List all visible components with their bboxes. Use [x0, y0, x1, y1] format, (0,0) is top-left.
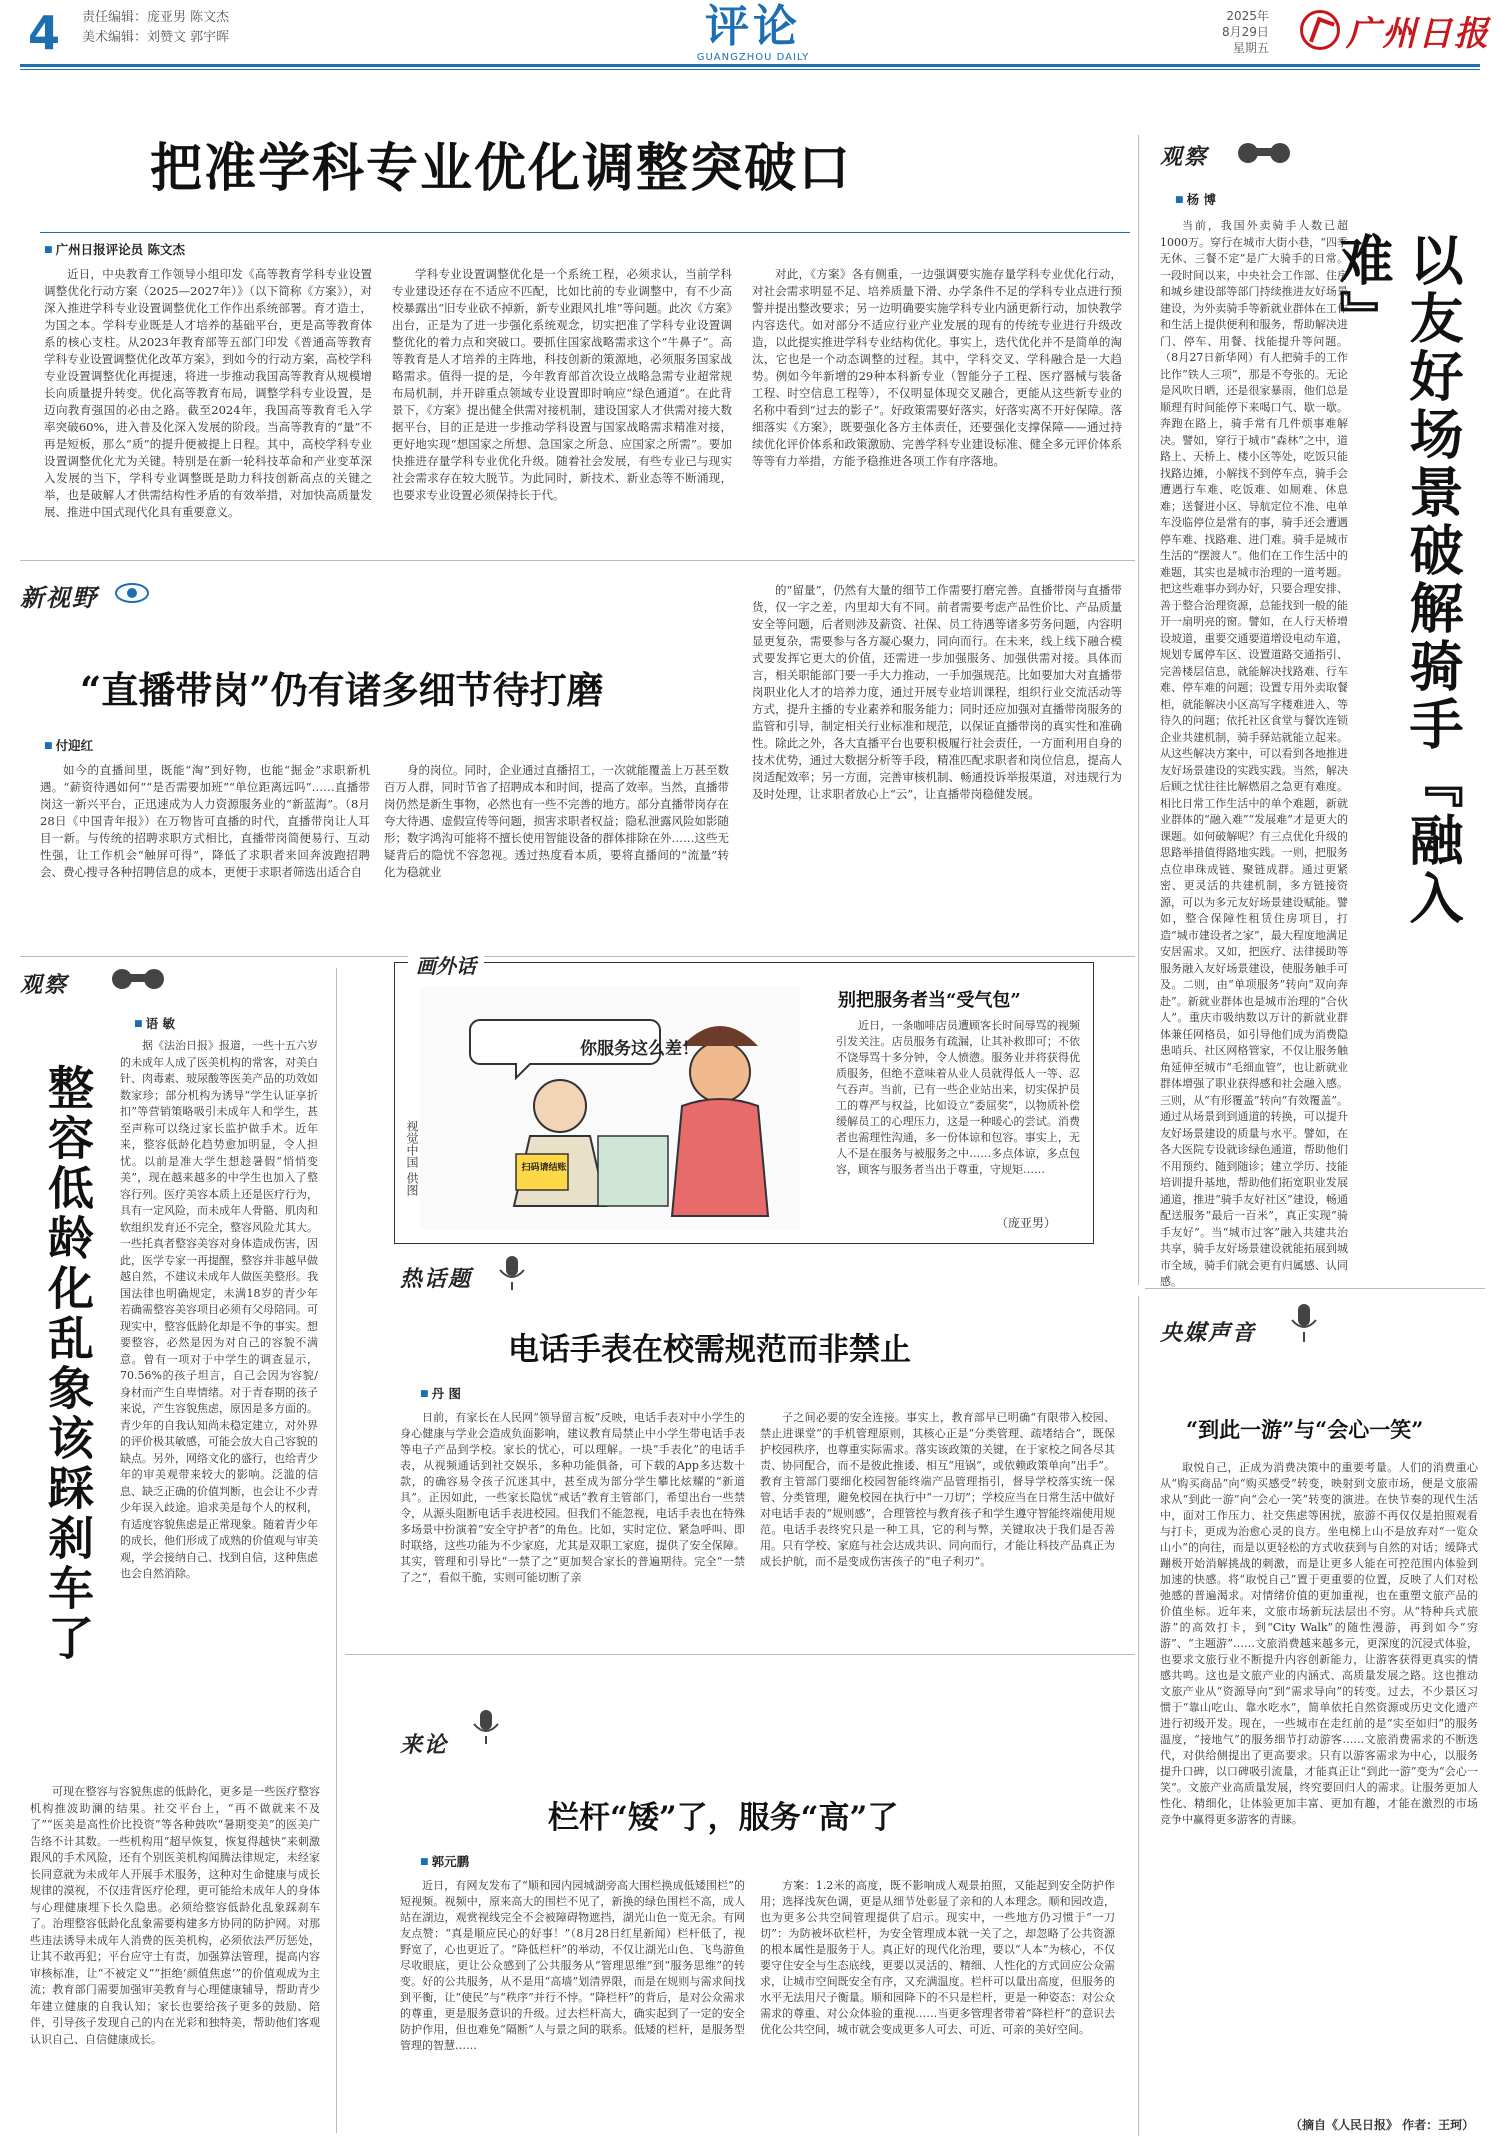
zhengrong-column-label: 观察: [20, 972, 69, 998]
qiyi-author: ■ 杨 博: [1175, 190, 1216, 208]
phone-column-label: 热话题: [400, 1266, 473, 1292]
qiyi-vertical-title: 以友好场景破解骑手『融入难』: [1331, 232, 1465, 928]
phone-column-1: 日前，有家长在人民网“领导留言板”反映，电话手表对中小学生的身心健康与学业会造成负面影响，建议教育局禁止中小学生带电话手表等电子产品到学校。家长的忧心，可以理解。一块“手表化”的电话手表，从视频通话到社交娱乐，多种功能俱备，可下载的App多达数十款，的确容易令孩子沉迷其中，甚至成为部分学生攀比炫耀的“新道具”。正因如此，一些家长隐忧“戒话”教育主管部门，希望出台一些禁令，从源头阻断电话手表进校园。但我们不能忽视，电话手表也在特殊多场景中扮演着“安全守护者”的角色。比如，实时定位、紧急呼叫、即时联络，这些功能为不少家庭，尤其是双职工家庭，提供了安全保障。其实，管理和引导比“一禁了之”更加契合家长的普遍期待。完全“一禁了之”，看似干脆，实则可能切断了亲: [400, 1411, 745, 1584]
lead-title: 把准学科专业优化调整突破口: [150, 138, 853, 199]
divider: [20, 956, 1135, 957]
cartoon-credit: 视觉中国 供图: [405, 1120, 419, 1196]
divider: [40, 232, 1130, 233]
cartoon-title: 别把服务者当“受气包”: [838, 990, 1021, 1011]
cartoon-sign: （庞亚男）: [996, 1216, 1057, 1230]
zhibo-column-label: 新视野: [20, 583, 98, 612]
phone-title: 电话手表在校需规范而非禁止: [508, 1332, 911, 1368]
weekday: 星期五: [1232, 41, 1269, 55]
editors-line: 美术编辑：刘赞文 郭宇晖: [82, 30, 230, 45]
zhibo-column-1: 如今的直播间里，既能“淘”到好物，也能“掘金”求职新机遇。“薪资待遇如何”“是否需要加班”“单位距离远吗”……直播带岗这一新兴平台，正迅速成为人力资源服务业的“新蓝海”。（8月28日《中国青年报》）在万物皆可直播的时代，直播带岗让人耳目一新。与传统的招聘求职方式相比，直播带岗简便易行、互动性强，让工作机会“触屏可得”，降低了求职者来回奔波跑招聘会、费心搜寻各种招聘信息的成本，更便于求职者筛选出适合自: [40, 763, 370, 879]
editors-line: 责任编辑：庞亚男 陈文杰: [82, 10, 230, 25]
divider: [1145, 1288, 1485, 1289]
editors-credit: [82, 8, 229, 48]
paper-name: 广州日报: [1346, 13, 1490, 54]
phone-author: ■ 丹 图: [420, 1384, 461, 1402]
langan-author: ■ 郭元鹏: [420, 1852, 469, 1870]
masthead-rule: [20, 69, 1480, 70]
lead-column-1: 近日，中央教育工作领导小组印发《高等教育学科专业设置调整优化行动方案（2025—2027年）》（以下简称《方案》），对深入推进学科专业设置调整优化工作作出系统部署。育才造士，为国之本。学科专业既是人才培养的基础平台，更是高等教育体系的核心支柱。从2023年教育部等五部门印发《普通高等教育学科专业设置调整优化改革方案》，到如今的行动方案，高校学科专业设置调整优化再提速，将进一步推动我国高等教育从规模增长向质量提升转变。优化高等教育布局，调整学科专业设置，是迈向教育强国的必由之路。截至2024年，我国高等教育毛入学率突破60%，进入普及化深入发展的阶段。当高等教育的“量”不再是短板，那么“质”的提升便被提上日程。其中，高校学科专业设置调整优化尤为关键。特别是在新一轮科技革命和产业变革深入发展的当下，学科专业调整既是助力科技创新高点的关键之举，也是破解人才供需结构性矛盾的有效举措，对加快高质量发展、推进中国式现代化具有重要意义。: [44, 267, 372, 519]
zhengrong-lower: 可现在整容与容貌焦虑的低龄化，更多是一些医疗整容机构推波助澜的结果。社交平台上，“再不做就来不及了”“医美是高性价比投资”等各种鼓吹“暑期变美”的医美广告络不计其数。一些机构用“超早恢复，恢复得越快”来刺激跟风的手术风险，还有个别医美机构闻腾法律规定，未经家长同意就为未成年人开展手术服务，这种对生命健康与成长规律的漠视，不仅违背医疗伦理，更可能给未成年人的身体与心理健康埋下长久隐患。必须给整容低龄化乱象踩刹车了。治理整容低龄化乱象需要构建多方协同的防护网。对那些违法诱导未成年人消费的医美机构，必须依法严厉惩处，让其不敢再犯；平台应守土有责，加强算法管理，提高内容审核标准，让“不被定义”“拒绝‘颜值焦虑’”的价值观成为主流；教育部门需要加强审美教育与心理健康辅导，帮助青少年建立健康的自我认知；家长也要给孩子更多的鼓励、陪伴，引导孩子发现自己的内在光彩和独特美，帮助他们客观认识自己、自信健康成长。: [30, 1785, 320, 2046]
lead-column-2: 学科专业设置调整优化是一个系统工程，必须求认，当前学科专业建设还存在不适应不匹配，比如比前的专业调整中，有不少高校暴露出“旧专业砍不掉新，新专业跟风扎堆”等问题。此次《方案》出台，正是为了进一步强化系统观念，切实把准了学科专业设置调整优化的着力点和突破口。要抓住国家战略需求这个“牛鼻子”。高等教育是人才培养的主阵地，科技创新的策源地，必须服务国家战略需求。值得一提的是，今年教育部首次设立战略急需专业超常规布局机制，并开辟重点领域专业设置即时响应“绿色通道”。在此背景下，《方案》提出健全供需对接机制，建设国家人才供需对接大数据平台，目的正是进一步推动学科设置与国家战略需求精准对接，更好地实现“想国家之所想、急国家之所急、应国家之所需”。要加快推进存量学科专业优化升级。随着社会发展，有些专业已与现实社会需求存在较大脱节。为此同时，新技术、新业态等不断涌现，也要求专业设置必须保持长于代。: [392, 267, 732, 502]
zhibo-column-3: 的“留量”，仍然有大量的细节工作需要打磨完善。直播带岗与直播带货，仅一字之差，内里却大有不同。前者需要考虑产品性价比、产品质量安全等问题，后者则涉及薪资、社保、员工待遇等诸多劳务问题，内容明显更复杂，需要参与各方凝心聚力，同向而行。在未来，线上线下融合模式要发挥它更大的价值，还需进一步加强服务、加强供需对接。具体而言，相关职能部门要一手大力推动，一手加强规范。比如要加大对直播带岗职业化人才的培养力度，通过开展专业培训课程，组织行业交流活动等方式，提升主播的专业素养和服务能力；同时还应加强对直播带岗服务的监管和引导，制定相关行业标准和规范，以保证直播带岗的真实性和准确性。除此之外，各大直播平台也要积极履行社会责任，一方面利用自身的技术优势，通过大数据分析等手段，精准匹配求职者和岗位信息，提高人岗适配效率；另一方面，完善审核机制、畅通投诉举报渠道，对违规行为及时处理，让求职者放心上“云”，让直播带岗稳健发展。: [752, 583, 1122, 801]
issue-date: [1222, 8, 1269, 56]
microphone-icon: [492, 1252, 532, 1292]
masthead-rule: [20, 64, 1480, 67]
section-name: 评论: [705, 1, 801, 52]
qiyi-body: 当前，我国外卖骑手人数已超1000万。穿行在城市大街小巷，“四季无休、三餐不定”是广大骑手的日常。一段时间以来，中央社会工作部、住房和城乡建设部等部门持续推进友好场景建设，为外卖骑手等新就业群体在工作和生活上提供便利和服务，帮助解决进门、停车、用餐、找能提升等问题。（8月27日新华网）有人把骑手的工作比作“铁人三项”，那是不夸张的。无论是风吹日晒，还是很家暴雨，他们总是顺理有时间能停下来喝口气、歇一歇。奔跑在路上，骑手常有几件烦事难解决。譬如，穿行于城市“森林”之中，道路上、天桥上、楼小区等处，吃饭只能找路边摊，小解找不到停车点，骑手会遭遇行车难、吃饭难、如厕难、休息难；送餐进小区、导航定位不准、电单车没临停位是常有的事，骑手还会遭遇停车难、找路难、进门难。骑手是城市生活的“摆渡人”。他们在工作生活中的难题，其实也是城市治理的一道考题。把这些难事办到办好，只要合理安排、善于整合治理资源，总能找到一般的能开一扇明亮的窗。譬如，在人行天桥增设坡道，重要交通要道增设电动车道，规划专属停车区、设置道路交通指引、完善楼层信息，就能解决找路难、行车难、停车难的问题；设置专用外卖取餐柜，就能解决小区高写字楼难进入、等待久的问题；依托社区食堂与餐饮连锁企业共建机制，骑手驿站就能立起来。从这些解决方案中，可以看到各地推进友好场景建设的实践实践。当然，解决后顾之忧往往比解燃眉之急更有难度。相比日常工作生活中的单个难题，新就业群体的“融入难”“发展难”才是更大的课题。如何破解呢？有三点优化升级的思路举措值得路地实践。一则，把服务点位串珠成链、聚链成群。通过更紧密、更灵活的共建机制，多方链接资源，可以为多元友好场景建设赋能。譬如，整合保障性租赁住房项目，打造“城市建设者之家”，最大程度地满足安居需求。又如，把医疗、法律援助等服务融入友好场景建设，使服务触手可及。二则，由“单项服务”转向“双向奔赴”。新就业群体也是城市治理的“合伙人”。重庆市吸纳数以万计的新就业群体兼任网格员，如引导他们成为消费隐患哨兵、社区网格管家，不仅让服务触角延伸至城市“毛细血管”，也让新就业群体增强了职业获得感和社会融入感。三则，从“有形覆盖”转向“有效覆盖”。通过从场景到到通道的转换，可以提升友好场景建设的质量与水平。譬如，在各大医院专设就诊绿色通道，帮助他们不用预约、随到随诊；建立学历、技能培训提升基地，帮助他们拓宽职业发展通道，推进“骑手友好社区”建设，畅通配送服务“最后一百米”，真正实现“骑手友好”。当“城市过客”融入共建共治共享，骑手友好场景建设就能拓展到城市全域，骑手们就会更有归属感、认同感。: [1160, 219, 1348, 1288]
microphone-icon: [468, 1706, 504, 1746]
paper-emblem-icon: [1300, 10, 1340, 50]
phone-column-2: 子之间必要的安全连接。事实上，教育部早已明确“有限带入校园、禁止进课堂”的手机管理原则，其核心正是“分类管理、疏堵结合”，既保护校园秩序，也尊重实际需求。落实该政策的关键，在于家校之间各尽其责、协同配合，而不是彼此推诿、相互“甩锅”，或依赖政策单向“出手”。教育主管部门要细化校园智能终端产品管理指引，督导学校落实统一保管、分类管理，避免校园在执行中“一刀切”；学校应当在日常生活中做好对电话手表的“规则感”，合理管控与教育孩子和学生遵守智能终端使用规范。电话手表终究只是一种工具，它的利与弊，关键取决于我们是否善用。只有学校、家庭与社会达成共识、同向而行，才能让科技产品真正为成长护航，而不是变成伤害孩子的“电子利刃”。: [760, 1411, 1115, 1568]
lead-author: ■ 广州日报评论员 陈文杰: [44, 240, 185, 258]
zhengrong-author: ■ 语 敏: [134, 1014, 175, 1032]
qiyi-column-label: 观察: [1160, 144, 1209, 170]
cartoon-text: 近日，一条咖啡店员遭顾客长时间辱骂的视频引发关注。店员服务有疏漏，让其补救即可；不依不饶辱骂十多分钟，令人愤懑。服务业并将获得优质服务，但绝不意味着从业人员就得低人一等、忍气吞声。当前，已有一些企业站出来，切实保护员工的尊严与权益，比如设立“委屈奖”，以物质补偿缓解员工的心理压力，这是一种暖心的尝试。消费者也需理性沟通，多一份体谅和包容。事实上，无人不是在服务与被服务之中……多点体谅，多点包容，顾客与服务者当出于尊重，守规矩……: [836, 1019, 1080, 1176]
cartoon-speech: 你服务这么差！: [580, 1039, 699, 1059]
media-source: （摘自《人民日报》 作者：王珂）: [1290, 2118, 1475, 2132]
media-text: 取悦自己，正成为消费决策中的重要考量。人们的消费重心从“购买商品”向“购买感受”转变，映射到文旅市场，便是文旅需求从“到此一游”向“会心一笑”转变的演进。在快节奏的现代生活中，面对工作压力、社交焦虑等困扰，旅游不再仅仅是拍照观看与打卡，更成为治愈心灵的良方。坐电梯上山不是放弃对“一览众山小”的向往，而是以更轻松的方式收获到与自然的对话；缓降式蹦极开始消解挑战的刺激，而是让更多人能在可控范围内体验到加速的快感。将“取悦自己”置于更重要的位置，反映了人们对松弛感的普遍渴求。对情绪价值的更加重视，也在重塑文旅产品的价值坐标。近年来，文旅市场新玩法层出不穷。从“特种兵式旅游”的高效打卡，到“City Walk”的随性漫游，再到如今“穷游”、“主题游”……文旅消费越来越多元，更深度的沉浸式体验，也要求文旅行业不断提升内容创新能力，让游客获得更真实的情感共鸣。这也是文旅产业的内涵式、高质量发展之路。这也推动文旅产业从“资源导向”到“需求导向”的转变。过去，不少景区习惯于“靠山吃山、靠水吃水”，简单依托自然资源或历史文化遗产进行初级开发。现在，一些城市在走红前的是“实至如归”的服务温度，“接地气”的服务细节打动游客……文旅消费需求的不断迭代，对供给侧提出了更高要求。只有以游客需求为中心，以服务提升口碑，以口碑吸引流量，才能真正让“到此一游”变为“会心一笑”。文旅产业高质量发展，终究要回归人的需求。让服务更加人性化、精细化，让体验更加丰富、更加有趣，才能在激烈的市场竞争中赢得更多游客的青睐。: [1160, 1461, 1478, 1826]
eye-icon: [114, 580, 150, 606]
zhengrong-vertical-title: 整容低龄化乱象该踩刹车了: [41, 1064, 95, 1664]
langan-column-1: 近日，有网友发布了“顺和园内园城湖旁高大围栏换成低矮围栏”的短视频。视频中，原来高大的围栏不见了，新换的绿色围栏不高，成人站在湖边，观赏视线完全不会被障碍物遮挡，湖光山色一览无余。有网友点赞：“真是顺应民心的好事！”（8月28日红星新闻）栏杆低了，视野宽了，心也更近了。“降低栏杆”的举动，不仅让湖光山色、飞鸟游鱼尽收眼底，更让公众感到了公共服务从“管理思维”到“服务思维”的转变。好的公共服务，从不是用“高墙”划清界限，而是在规则与需求间找到平衡，让“使民”与“秩序”并行不悖。“降栏杆”的背后，是对公众需求的尊重，更是服务意识的升级。过去栏杆高大，确实起到了一定的安全防护作用，但也难免“隔断”人与景之间的联系。低矮的栏杆，是服务型管理的智慧……: [400, 1879, 745, 2052]
zhibo-title: “直播带岗”仍有诸多细节待打磨: [80, 668, 604, 712]
langan-column-label: 来论: [400, 1732, 449, 1758]
masthead: [0, 0, 1500, 62]
column-divider: [336, 968, 337, 2133]
cartoon-illustration: [420, 986, 800, 1230]
langan-column-2: 方案：1.2米的高度，既不影响成人观景拍照，又能起到安全防护作用；选择浅灰色调，更是从细节处彰显了亲和的人本理念。顺和园改造，也为更多公共空间管理提供了启示。现实中，一些地方仍习惯于“一刀切”：为防被坏砍栏杆，为安全管理成本就一关了之，却忽略了公共资源的根本属性是服务于人。真正好的现代化治理，要以“人本”为核心，不仅要守住安全与生态底线，更要以灵活的、精细、人性化的方式回应公众需求，让城市空间既安全有序，又充满温度。栏杆可以量出高度，但服务的水平无法用尺子衡量。顺和园降下的不只是栏杆，更是一种姿态：对公众需求的尊重、对公众体验的重视……当更多管理者带着“降栏杆”的意识去优化公共空间，城市就会变成更多人可去、可近、可亲的美好空间。: [760, 1879, 1115, 2036]
date-day: 8月29日: [1222, 25, 1269, 39]
langan-title: 栏杆“矮”了，服务“高”了: [548, 1800, 899, 1836]
cartoon-column-label: 画外话: [408, 950, 484, 979]
microphone-icon: [1284, 1300, 1324, 1344]
cartoon-sign-text: 扫码请结账: [521, 1163, 567, 1173]
section-logo: [688, 2, 818, 63]
binoculars-icon: [1230, 136, 1300, 166]
column-divider: [1138, 135, 1139, 1285]
zhibo-column-2: 身的岗位。同时，企业通过直播招工，一次就能覆盖上万甚至数百万人群，同时节省了招聘成本和时间，提高了效率。当然，直播带岗仍然是新生事物，必然也有一些不完善的地方。部分直播带岗存在夸大待遇、虚假宣传等问题，损害求职者权益；隐私泄露风险如影随形；数字鸿沟可能将不擅长使用智能设备的群体排除在外……这些无疑背后的隐忧不容忽视。透过热度看本质，要将直播间的“流量”转化为稳就业: [384, 763, 729, 879]
zhengrong-upper: 据《法治日报》报道，一些十五六岁的未成年人成了医美机构的常客，对美白针、肉毒素、玻尿酸等医美产品的功效如数家珍；部分机构为诱导“学生认证享折扣”等营销策略吸引未成年人和学生，甚至声称可以绕过家长监护做手术。近年来，整容低龄化趋势愈加明显，令人担忧。以前是准大学生想趁暑假“悄悄变美”，现在越来越多的中学生也加入了整容行列。医疗美容本质上还是医疗行为，具有一定风险，而未成年人骨骼、肌肉和软组织发育还不完全，整容风险尤其大。一些托真者整容美容对身体造成伤害，因此，医学专家一再提醒，整容并非越早做越自然，不建议未成年人做医美整形。我国法律也明确规定，未满18岁的青少年若确需整容美容项目必须有父母陪同。可现实中，整容低龄化却是不争的事实。想要整容，必然是因为对自己的容貌不满意。曾有一项对于中学生的调查显示，70.56%的孩子坦言，自己会因为容貌/身材而产生自卑情绪。对于青春期的孩子来说，产生容貌焦虑，原因是多方面的。青少年的自我认知尚未稳定建立，对外界的评价极其敏感，可能会放大自己容貌的缺点。另外，网络文化的盛行，也给青少年的审美观带来较大的影响。泛滥的信息、缺乏正确的价值判断，也会让不少青少年误入歧途。追求美是每个人的权利，有适度容貌焦虑是正常现象。随着青少年的成长，他们形成了成熟的价值观与审美观，学会接纳自己、找到自信，这种焦虑也会自然消除。: [120, 1039, 318, 1580]
media-title: “到此一游”与“会心一笑”: [1186, 1417, 1424, 1442]
media-column-label: 央媒声音: [1160, 1320, 1257, 1346]
column-divider: [1138, 1296, 1139, 2136]
divider: [20, 560, 1135, 561]
zhibo-author: ■ 付迎红: [44, 736, 93, 754]
paper-logo: [1300, 6, 1490, 54]
lead-column-3: 对此，《方案》各有侧重，一边强调要实施存量学科专业优化行动，对社会需求明显不足、培养质量下滑、办学条件不足的学科专业点进行预警并提出整改要求；另一边明确要实施学科专业内涵更新行动，加快教学内容迭代。如对部分不适应行业产业发展的现有的传统专业进行升级改造，以此提实推进学科专业结构优化。事实上，迭代优化并不是简单的淘汰，它也是一个动态调整的过程。其中，学科交叉、学科融合是一大趋势。例如今年新增的29种本科新专业（智能分子工程、医疗器械与装备工程、时空信息工程等），不仅明显体现交叉融合，更能从这些新专业的名称中看到“过去的影子”。好政策需要好落实，好落实离不开好保障。落细落实《方案》，既要强化各方主体责任，还要强化支撑保障——通过持续优化评价体系和政策激励、完善学科专业建设标准、健全多元评价体系等等有力举措，方能予稳推进各项工作有序落地。: [752, 267, 1122, 468]
divider: [345, 1654, 1135, 1655]
section-pinyin: GUANGZHOU DAILY: [696, 52, 810, 63]
page-number: 4: [28, 6, 61, 60]
binoculars-icon: [104, 962, 174, 992]
date-year: 2025年: [1226, 9, 1269, 23]
